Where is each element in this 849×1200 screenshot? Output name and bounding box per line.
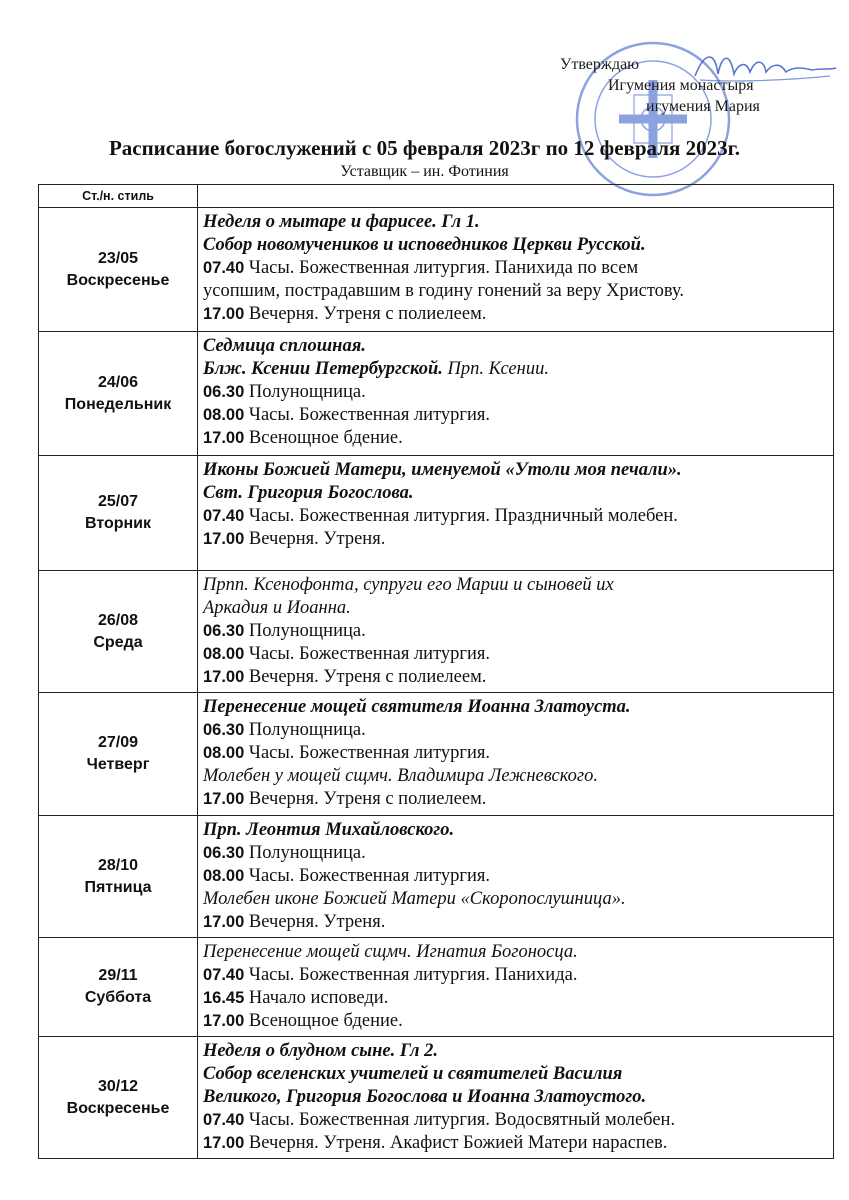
day-date: 23/05 [97,249,139,267]
services-cell [198,332,834,456]
day-cell [39,332,198,456]
day-date: 27/09 [97,734,139,751]
service-line [203,505,829,528]
page-subtitle: Уставщик – ин. Фотиния [340,163,509,180]
service-text: Аркадия и Иоанна. [203,598,351,618]
day-date: 28/10 [97,856,139,874]
service-text: Часы. Божественная литургия. [244,743,491,763]
service-text: Вечерня. Утреня с полиелеем. [244,304,487,324]
day-date: 25/07 [97,493,139,510]
service-text: Блж. Ксении Петербургской. [203,359,443,379]
column-header-services [198,185,834,208]
table-row [39,1037,834,1159]
day-cell [39,938,198,1037]
service-text: Вечерня. Утреня. [244,529,386,549]
service-text: Свт. Григория Богослова. [203,483,414,503]
service-text: Неделя о блудном сыне. Гл 2. [203,1041,439,1061]
approval-line-3: игумения Мария [646,98,760,115]
services-cell [198,571,834,693]
column-header-style: Ст./н. стиль [39,185,198,208]
day-cell [39,571,198,693]
service-time: 16.45 [203,989,245,1007]
table-row [39,332,834,456]
service-text: Собор вселенских учителей и святителей Василия [203,1064,623,1084]
service-text: усопшим, пострадавшим в годину гонений за веру Христову. [203,281,685,301]
service-time: 17.00 [203,530,245,548]
service-text: Неделя о мытаре и фарисее. Гл 1. [203,212,480,232]
day-cell [39,816,198,938]
table-row [39,571,834,693]
page-title: Расписание богослужений с 05 февраля 2023г по 12 февраля 2023г. [108,136,741,160]
table-row [39,816,834,938]
service-line [203,696,829,719]
service-line [203,987,829,1010]
day-weekday: Суббота [84,989,152,1006]
service-line [203,597,829,620]
table-row [39,208,834,332]
day-weekday: Воскресенье [66,1099,170,1117]
service-line [203,964,829,987]
service-text: Начало исповеди. [244,988,389,1008]
service-line [203,1109,829,1132]
service-line [203,819,829,842]
services-cell [198,693,834,816]
day-date: 30/12 [97,1077,139,1095]
service-line [203,1086,829,1109]
service-text: Часы. Божественная литургия. [244,405,491,425]
approval-line-2: Игумения монастыря [608,77,754,94]
service-time: 17.00 [203,429,245,447]
service-time: 07.40 [203,966,245,984]
service-text: Иконы Божией Матери, именуемой «Утоли моя печали». [203,460,682,480]
service-line [203,666,829,689]
service-time: 07.40 [203,259,245,277]
service-line [203,574,829,597]
service-text: Перенесение мощей сщмч. Игнатия Богоносца. [203,942,578,962]
service-line [203,427,829,450]
service-text: Великого, Григория Богослова и Иоанна Златоустого. [203,1087,647,1107]
service-text: Прп. Леонтия Михайловского. [203,820,455,840]
table-header-row [39,185,834,208]
service-line [203,459,829,482]
service-line [203,719,829,742]
service-text: Вечерня. Утреня с полиелеем. [244,667,487,687]
service-time: 17.00 [203,668,245,686]
day-cell [39,456,198,571]
day-date: 24/06 [97,373,139,391]
schedule-table [38,184,834,1159]
service-line [203,842,829,865]
service-text: Полунощница. [244,720,366,740]
service-time: 17.00 [203,790,245,808]
service-line [203,358,829,381]
approval-block [560,54,830,117]
day-cell [39,208,198,332]
service-text: Молебен у мощей сщмч. Владимира Лежневского. [203,766,599,786]
day-weekday: Пятница [84,878,152,896]
service-line [203,335,829,358]
service-text: Всенощное бдение. [244,428,403,448]
table-row [39,456,834,571]
service-line [203,911,829,934]
service-time: 17.00 [203,913,245,931]
service-text: Собор новомучеников и исповедников Церкви Русской. [203,235,646,255]
service-text: Часы. Божественная литургия. [244,866,491,886]
services-cell [198,456,834,571]
service-line [203,257,829,280]
service-text: Вечерня. Утреня с полиелеем. [244,789,487,809]
service-line [203,303,829,326]
service-time: 08.00 [203,744,245,762]
service-text-extra: Прп. Ксении. [442,359,549,379]
service-line [203,482,829,505]
services-cell [198,938,834,1037]
service-line [203,941,829,964]
service-text: Полунощница. [244,843,366,863]
approval-line-1: Утверждаю [560,56,640,73]
service-text: Часы. Божественная литургия. Панихида по всем [244,258,639,278]
service-time: 06.30 [203,622,245,640]
table-row [39,693,834,816]
day-weekday: Среда [93,633,143,651]
service-text: Часы. Божественная литургия. [244,644,491,664]
service-time: 06.30 [203,844,245,862]
day-weekday: Воскресенье [66,271,170,289]
day-cell [39,1037,198,1159]
service-line [203,381,829,404]
service-text: Полунощница. [244,382,366,402]
service-time: 17.00 [203,305,245,323]
service-time: 08.00 [203,406,245,424]
service-line [203,888,829,911]
table-row [39,938,834,1037]
service-line [203,643,829,666]
day-weekday: Четверг [86,756,150,773]
day-date: 29/11 [98,967,138,984]
service-time: 07.40 [203,507,245,525]
service-line [203,1132,829,1155]
day-cell [39,693,198,816]
service-line [203,280,829,303]
service-line [203,765,829,788]
service-line [203,620,829,643]
schedule-body [39,208,834,1159]
service-time: 06.30 [203,721,245,739]
service-line [203,788,829,811]
day-date: 26/08 [97,611,139,629]
day-weekday: Понедельник [64,395,172,413]
service-text: Часы. Божественная литургия. Праздничный молебен. [244,506,678,526]
service-text: Полунощница. [244,621,366,641]
service-time: 17.00 [203,1012,245,1030]
service-line [203,1010,829,1033]
service-text: Вечерня. Утреня. Акафист Божией Матери нараспев. [244,1133,668,1153]
service-line [203,211,829,234]
service-time: 07.40 [203,1111,245,1129]
service-time: 17.00 [203,1134,245,1152]
service-line [203,528,829,551]
service-line [203,742,829,765]
service-text: Перенесение мощей святителя Иоанна Златоуста. [203,697,631,717]
service-line [203,1040,829,1063]
service-time: 08.00 [203,645,245,663]
service-text: Всенощное бдение. [244,1011,403,1031]
day-weekday: Вторник [84,515,152,532]
services-cell [198,1037,834,1159]
service-text: Прпп. Ксенофонта, супруги его Марии и сыновей их [203,575,614,595]
services-cell [198,208,834,332]
services-cell [198,816,834,938]
service-line [203,865,829,888]
service-text: Часы. Божественная литургия. Панихида. [244,965,578,985]
service-line [203,234,829,257]
service-time: 06.30 [203,383,245,401]
service-text: Седмица сплошная. [203,336,366,356]
service-text: Часы. Божественная литургия. Водосвятный молебен. [244,1110,676,1130]
service-text: Вечерня. Утреня. [244,912,386,932]
service-line [203,1063,829,1086]
service-line [203,404,829,427]
service-time: 08.00 [203,867,245,885]
service-text: Молебен иконе Божией Матери «Скоропослушница». [203,889,626,909]
